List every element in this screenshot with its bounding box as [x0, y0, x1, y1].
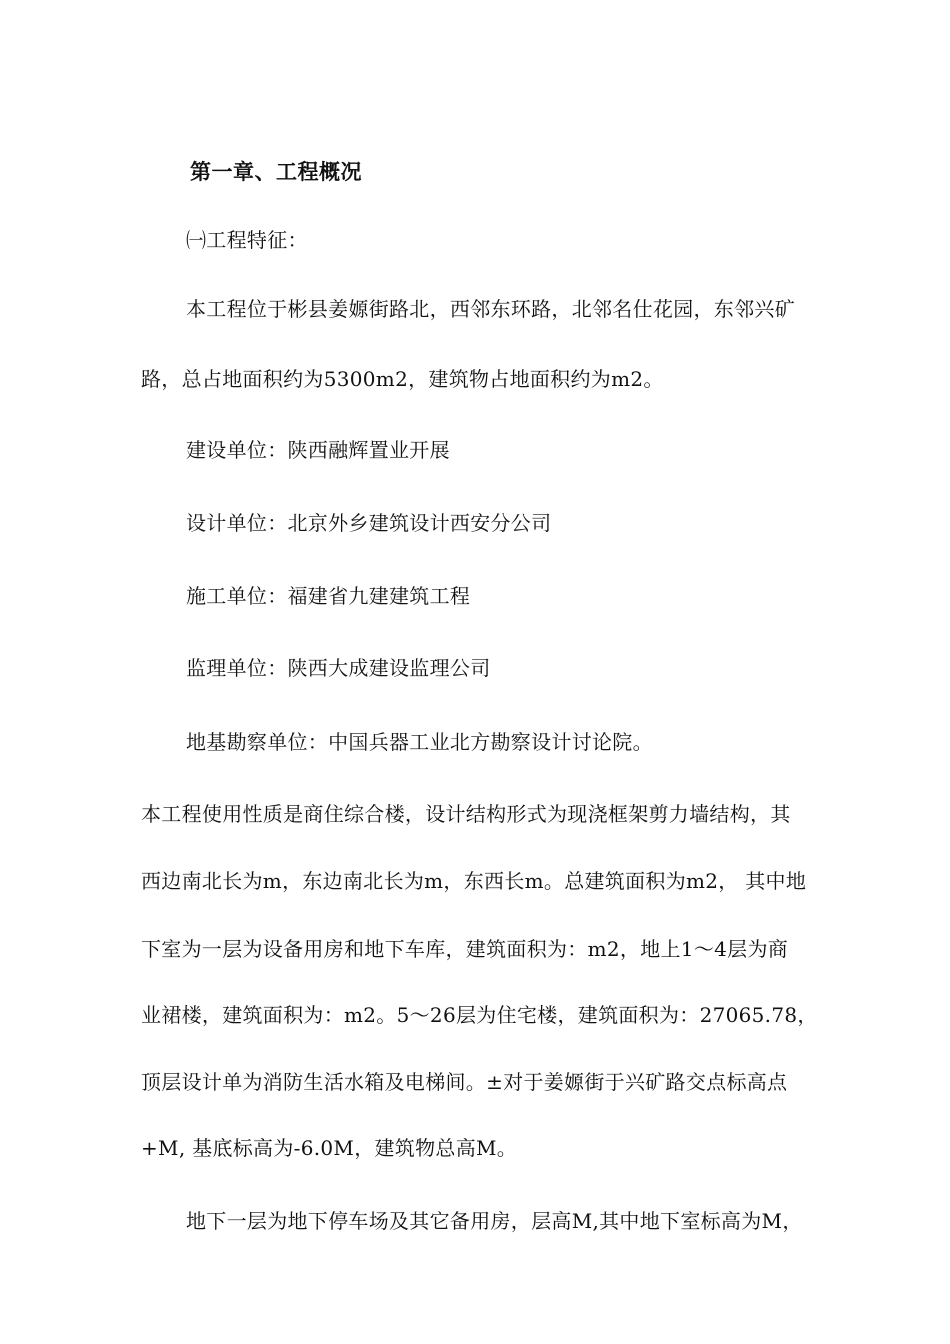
- designer-line: 设计单位：北京外乡建筑设计西安分公司: [186, 511, 552, 535]
- survey-line: 地基勘察单位：中国兵器工业北方勘察设计讨论院。: [186, 730, 653, 754]
- owner-line: 建设单位：陕西融辉置业开展: [186, 438, 450, 462]
- description-line-2: 西边南北长为m，东边南北长为m，东西长m。总建筑面积为m2， 其中地: [141, 869, 807, 893]
- chapter-title: 第一章、工程概况: [190, 159, 362, 184]
- supervisor-line: 监理单位：陕西大成建设监理公司: [186, 656, 491, 680]
- contractor-line: 施工单位：福建省九建建筑工程: [186, 584, 471, 608]
- location-line-1: 本工程位于彬县姜嫄街路北，西邻东环路，北邻名仕花园，东邻兴矿: [186, 297, 795, 321]
- description-line-6: +M, 基底标高为-6.0M，建筑物总高M。: [141, 1136, 518, 1160]
- description-line-1: 本工程使用性质是商住综合楼，设计结构形式为现浇框架剪力墙结构，其: [141, 802, 791, 826]
- description-line-5: 顶层设计单为消防生活水箱及电梯间。±对于姜嫄街于兴矿路交点标高点: [141, 1070, 788, 1094]
- section-title: ㈠工程特征：: [186, 228, 308, 252]
- basement-line: 地下一层为地下停车场及其它备用房，层高M,其中地下室标高为M，: [186, 1209, 803, 1233]
- location-line-2: 路，总占地面积约为5300m2，建筑物占地面积约为m2。: [141, 367, 664, 391]
- description-line-4: 业裙楼，建筑面积为：m2。5～26层为住宅楼，建筑面积为：27065.78，: [141, 1003, 818, 1027]
- description-line-3: 下室为一层为设备用房和地下车库，建筑面积为：m2，地上1～4层为商: [141, 937, 789, 961]
